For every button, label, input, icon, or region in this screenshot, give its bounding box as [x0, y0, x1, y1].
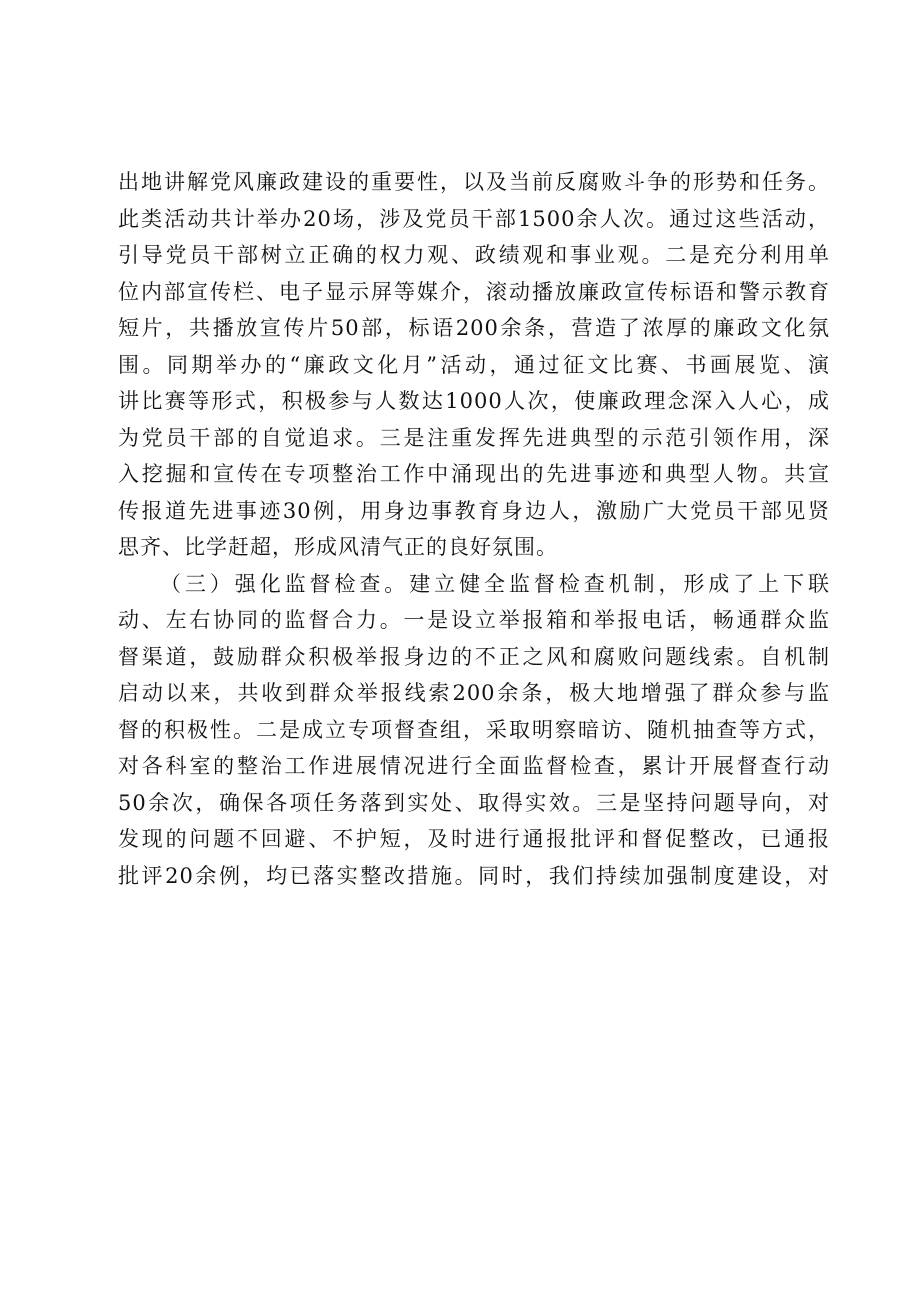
text-line: 围。同期举办的“廉政文化月”活动，通过征文比赛、书画展览、演 — [118, 352, 830, 377]
text-line-last: 思齐、比学赶超，形成风清气正的良好氛围。 — [118, 535, 558, 559]
text-line: 批评20余例，均已落实整改措施。同时，我们持续加强制度建设，对 — [118, 863, 830, 888]
text-line: 短片，共播放宣传片50部，标语200余条，营造了浓厚的廉政文化氛 — [118, 316, 830, 340]
text-line: 发现的问题不回避、不护短，及时进行通报批评和督促整改，已通报 — [118, 827, 830, 851]
text-line: 为党员干部的自觉追求。三是注重发挥先进典型的示范引领作用，深 — [118, 425, 830, 450]
text-line: 督渠道，鼓励群众积极举报身边的不正之风和腐败问题线索。自机制 — [118, 644, 830, 669]
section-heading-line: （三）强化监督检查。建立健全监督检查机制，形成了上下联 — [160, 571, 830, 596]
text-line: 出地讲解党风廉政建设的重要性，以及当前反腐败斗争的形势和任务。 — [118, 170, 830, 194]
text-line: 引导党员干部树立正确的权力观、政绩观和事业观。二是充分利用单 — [118, 243, 830, 267]
text-line: 讲比赛等形式，积极参与人数达1000人次，使廉政理念深入人心，成 — [118, 389, 830, 413]
text-line: 启动以来，共收到群众举报线索200余条，极大地增强了群众参与监 — [118, 681, 830, 705]
document-body — [118, 164, 830, 894]
text-line: 50余次，确保各项任务落到实处、取得实效。三是坚持问题导向，对 — [118, 790, 830, 815]
text-line: 入挖掘和宣传在专项整治工作中涌现出的先进事迹和典型人物。共宣 — [118, 462, 830, 486]
text-line: 督的积极性。二是成立专项督查组，采取明察暗访、随机抽查等方式， — [118, 717, 830, 742]
paragraph-supervision — [118, 566, 830, 895]
text-line: 对各科室的整治工作进展情况进行全面监督检查，累计开展督查行动 — [118, 754, 830, 778]
text-line: 动、左右协同的监督合力。一是设立举报箱和举报电话，畅通群众监 — [118, 608, 830, 632]
text-line: 传报道先进事迹30例，用身边事教育身边人，激励广大党员干部见贤 — [118, 498, 830, 523]
text-line: 此类活动共计举办20场，涉及党员干部1500余人次。通过这些活动， — [118, 206, 830, 231]
text-line: 位内部宣传栏、电子显示屏等媒介，滚动播放廉政宣传标语和警示教育 — [118, 279, 830, 304]
paragraph-publicity — [118, 164, 830, 566]
